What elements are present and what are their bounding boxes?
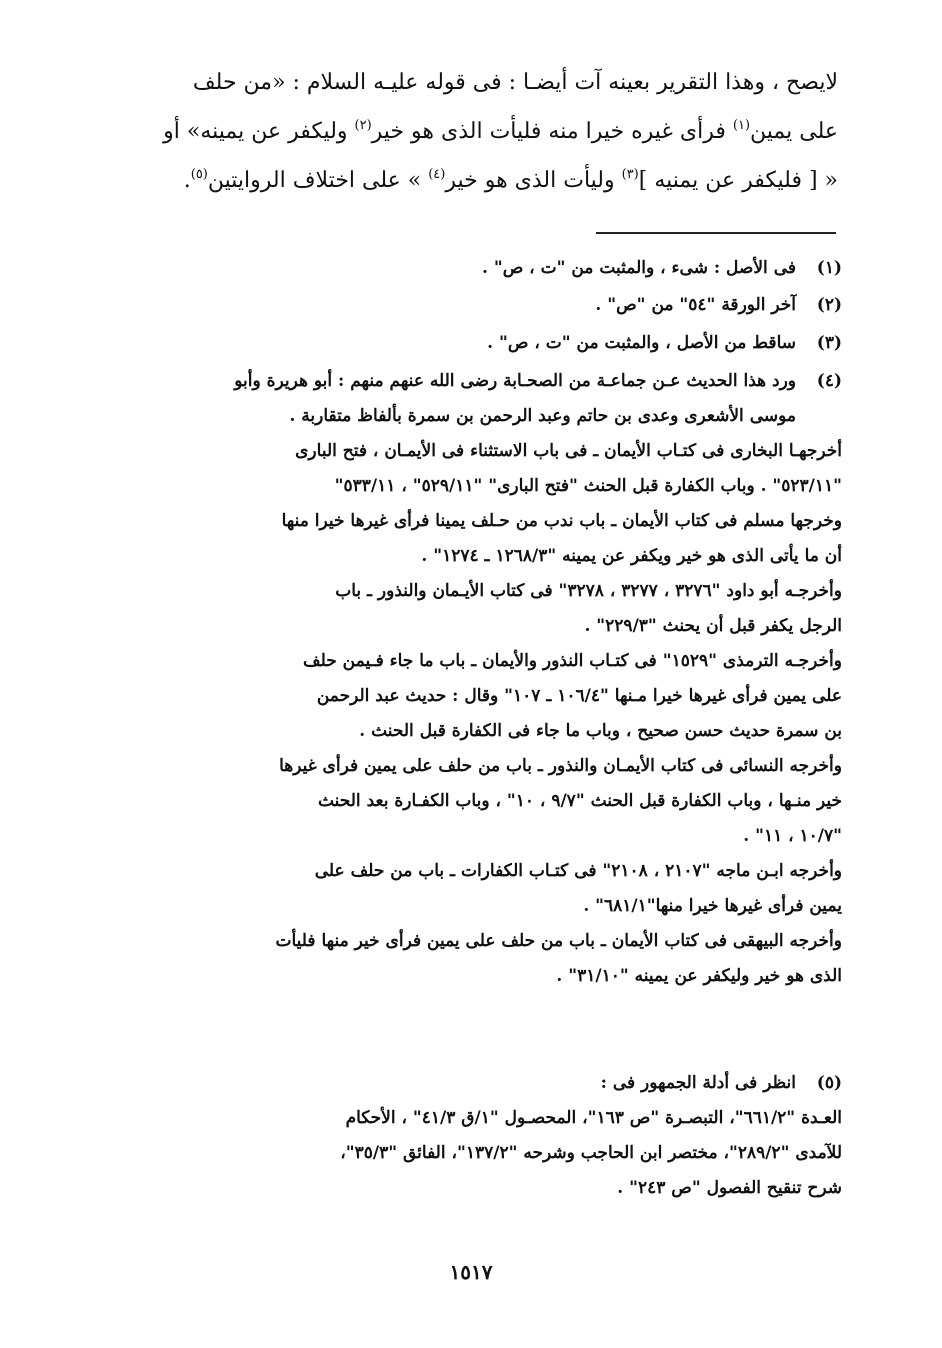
footnote-1: (١)فى الأصل : شىء ، والمثبت من "ت ، ص" .	[112, 251, 842, 286]
footnote-4: (٤)ورد هذا الحديث عـن جماعـة من الصحـابة رضى الله عنهم منهم : أبو هريرة وأبو موسى الأشعرى وعدى بن حاتم وعبد الرحمن بن سمرة بألفاظ متقاربة . أخرجهـا البخارى فى كتـاب الأيمان ـ فى باب الاستثناء فى الأيمـان ، فتح البارى "٥٢٣/١١" . وباب الكفارة قبل الحنث "فتح البارى" "٥٢٩/١١" ، ٥٣٣/١١" وخرجها مسلم فى كتاب الأيمان ـ باب ندب من حـلف يمينا فرأى غيرها خيرا منها أن ما يأتى الذى هو خير ويكفر عن يمينه "١٢٦٨/٣ ـ ١٢٧٤" . وأخرجـه أبو داود "٣٢٧٦ ، ٣٢٧٧ ، ٣٢٧٨" فى كتاب الأيـمان والنذور ـ باب الرجل يكفر قبل أن يحنث "٢٢٩/٣" . وأخرجـه الترمذى "١٥٢٩" فى كتـاب النذور والأيمان ـ باب ما جاء فـيمن حلف على يمين فرأى غيرها خيرا مـنها "١٠٦/٤ ـ ١٠٧" وقال : حديث عبد الرحمن بن سمرة حديث حسن صحيح ، وباب ما جاء فى الكفارة قبل الحنث . وأخرجه النسائى فى كتاب الأيمـان والنذور ـ باب من حلف على يمين فرأى غيرها خير منـها ، وباب الكفارة قبل الحنث "٩/٧ ، ١٠" ، وباب الكفـارة بعد الحنث "١٠/٧ ، ١١" . وأخرجه ابـن ماجه "٢١٠٧ ، ٢١٠٨" فى كتـاب الكفارات ـ باب من حلف على يمين فرأى غيرها خيرا منها"٦٨١/١" . وأخرجه البيهقى فى كتاب الأيمان ـ باب من حلف على يمين فرأى خير منها فليأت الذى هو خير وليكفر عن يمينه "٣١/١٠" .	[112, 364, 842, 994]
footnote-number: (٢)	[816, 295, 842, 315]
footnote-number: (٥)	[816, 1073, 842, 1093]
footnote-marker: (٤)	[428, 167, 446, 182]
footnote-separator	[596, 232, 836, 234]
footnote-marker: (٢)	[354, 118, 372, 133]
footnote-number: (٣)	[816, 333, 842, 353]
footnote-number: (١)	[816, 258, 842, 278]
footnote-marker: (٣)	[621, 167, 639, 182]
main-line: « [ فليكفر عن يمنيه ]$^{(٣)}$ وليأت الذى هو خير$^{(٤)}$ » على اختلاف الروايتين$^{(٥)}$.	[183, 167, 838, 193]
footnote-marker: (١)	[732, 118, 751, 133]
main-line: لايصح ، وهذا التقرير بعينه آت أيضـا : فى قوله عليـه السلام : «من حلف	[192, 70, 838, 95]
footnote-3: (٣)ساقط من الأصل ، والمثبت من "ت ، ص" .	[112, 326, 842, 361]
footnote-number: (٤)	[816, 371, 842, 391]
footnote-marker: (٥)	[190, 167, 208, 182]
main-line: على يمين$^{(١)}$ فرأى غيره خيرا منه فليأت الذى هو خير$^{(٢)}$ وليكفر عن يمينه» أو	[163, 118, 838, 144]
main-text	[118, 58, 838, 205]
page-number: ١٥١٧	[449, 1260, 493, 1284]
footnote-5: (٥)انظر فى أدلة الجمهور فى : العـدة "٦٦١/٢"، التبصـرة "ص ١٦٣"، المحصـول "١/ق ٤١/٣" ، الأحكام للآمدى "٢٨٩/٢"، مختصر ابن الحاجب وشرحه "١٣٧/٢"، الفائق "٣٥/٣"، شرح تنقيح الفصول "ص ٢٤٣" .	[112, 1066, 842, 1206]
footnote-2: (٢)آخر الورقة "٥٤" من "ص" .	[112, 288, 842, 323]
